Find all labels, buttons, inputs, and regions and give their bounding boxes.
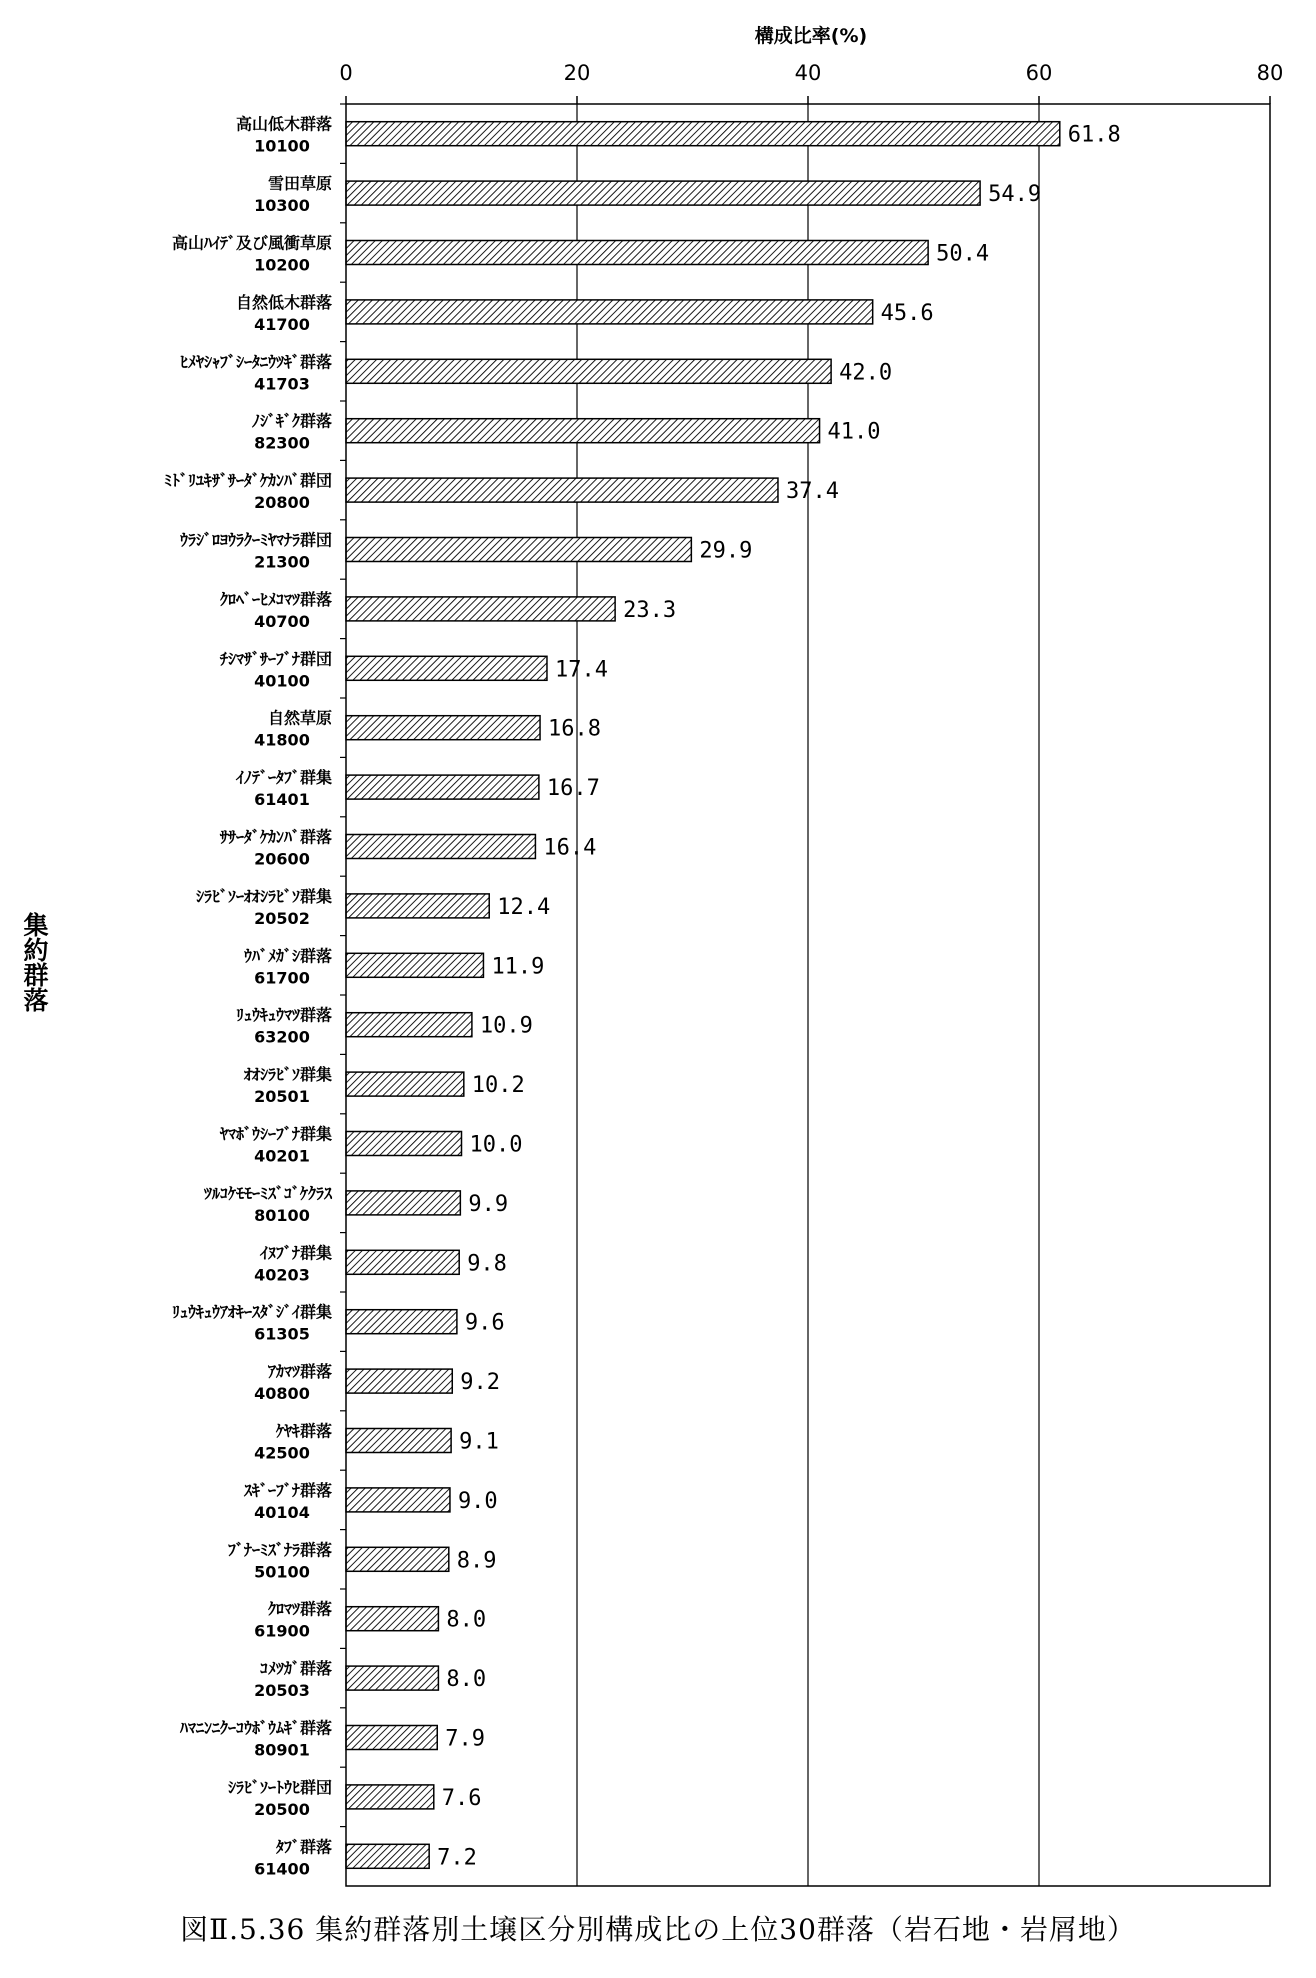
category-label: 高山低木群落 <box>235 114 332 134</box>
category-label: 自然低木群落 <box>235 292 332 312</box>
data-label: 9.2 <box>460 1370 501 1396</box>
bar <box>346 835 535 859</box>
category-label: 自然草原 <box>267 708 332 728</box>
bar <box>346 894 489 918</box>
x-tick-label: 40 <box>794 61 822 85</box>
category-label: ｼﾗﾋﾞｿｰﾄｳﾋ群団 <box>227 1777 332 1797</box>
x-tick-label: 80 <box>1256 61 1284 85</box>
x-tick-label: 60 <box>1025 61 1053 85</box>
category-label: 高山ﾊｲﾃﾞ及び風衝草原 <box>171 233 332 253</box>
category-code: 50100 <box>254 1562 310 1582</box>
data-label: 8.0 <box>446 1607 487 1633</box>
bar <box>346 656 547 680</box>
bar <box>346 716 540 740</box>
category-label: ｸﾛﾍﾞｰﾋﾒｺﾏﾂ群落 <box>219 589 332 609</box>
category-label: ｲﾇﾌﾞﾅ群集 <box>259 1243 332 1263</box>
data-label: 12.4 <box>497 894 551 920</box>
y-axis-title <box>14 912 54 1020</box>
category-label: ｵｵｼﾗﾋﾞｿ群集 <box>243 1065 332 1085</box>
category-code: 40201 <box>254 1146 310 1166</box>
category-label: ﾋﾒﾔｼｬﾌﾞｼｰﾀﾆｳﾂｷﾞ群落 <box>179 352 332 372</box>
bar <box>346 1844 429 1868</box>
data-label: 8.9 <box>456 1548 497 1574</box>
category-code: 20503 <box>254 1681 310 1701</box>
category-code: 80100 <box>254 1205 310 1225</box>
category-code: 61401 <box>254 790 310 810</box>
category-label: ｹﾔｷ群落 <box>275 1421 332 1441</box>
category-label: ｲﾉﾃﾞｰﾀﾌﾞ群集 <box>235 768 332 788</box>
data-label: 8.0 <box>446 1667 487 1693</box>
bar <box>346 359 831 383</box>
bar <box>346 1072 464 1096</box>
category-code: 40104 <box>254 1502 310 1522</box>
data-label: 9.6 <box>464 1310 505 1336</box>
category-code: 10200 <box>254 255 310 275</box>
data-label: 10.9 <box>479 1013 533 1039</box>
bar <box>346 1250 459 1274</box>
data-label: 50.4 <box>936 241 990 267</box>
category-code: 41703 <box>254 374 310 394</box>
data-label: 54.9 <box>988 182 1042 208</box>
data-label: 9.0 <box>457 1488 498 1514</box>
x-tick-label: 20 <box>563 61 591 85</box>
category-label: ﾂﾙｺｹﾓﾓｰﾐｽﾞｺﾞｹｸﾗｽ <box>203 1183 332 1203</box>
category-code: 10100 <box>254 136 310 156</box>
data-label: 16.4 <box>543 835 597 861</box>
data-label: 37.4 <box>785 479 839 505</box>
category-label: ﾔﾏﾎﾞｳｼｰﾌﾞﾅ群集 <box>219 1124 332 1144</box>
data-label: 16.7 <box>546 776 600 802</box>
bar <box>346 538 691 562</box>
category-code: 40100 <box>254 671 310 691</box>
data-label: 9.9 <box>468 1191 509 1217</box>
data-label: 17.4 <box>554 657 608 683</box>
category-label: ｸﾛﾏﾂ群落 <box>267 1599 332 1619</box>
category-code: 40800 <box>254 1384 310 1404</box>
category-code: 61305 <box>254 1324 310 1344</box>
data-label: 7.9 <box>445 1726 485 1752</box>
data-label: 7.2 <box>437 1845 477 1871</box>
bar <box>346 1013 472 1037</box>
data-label: 45.6 <box>880 300 934 326</box>
category-code: 42500 <box>254 1443 310 1463</box>
bar <box>346 1310 457 1334</box>
category-code: 10300 <box>254 196 310 216</box>
category-code: 20502 <box>254 908 310 928</box>
bar <box>346 241 928 265</box>
category-label: ﾘｭｳｷｭｳﾏﾂ群落 <box>235 1005 332 1025</box>
data-label: 7.6 <box>441 1785 482 1811</box>
category-label: ｳﾊﾞﾒｶﾞｼ群落 <box>243 946 332 966</box>
category-code: 20800 <box>254 493 310 513</box>
data-label: 23.3 <box>623 597 677 623</box>
data-label: 10.2 <box>471 1073 525 1099</box>
data-label: 11.9 <box>491 954 545 980</box>
bar <box>346 1429 451 1453</box>
category-code: 21300 <box>254 552 310 572</box>
bar <box>346 478 778 502</box>
category-code: 61700 <box>254 968 310 988</box>
category-code: 61400 <box>254 1859 310 1879</box>
data-label: 16.8 <box>548 716 602 742</box>
category-code: 20500 <box>254 1799 310 1819</box>
bar <box>346 1607 438 1631</box>
category-code: 40203 <box>254 1265 310 1285</box>
category-label: 雪田草原 <box>267 174 332 194</box>
data-label: 9.8 <box>467 1251 507 1277</box>
category-label: ｻｻｰﾀﾞｹｶﾝﾊﾞ群落 <box>219 827 332 847</box>
category-code: 41700 <box>254 314 310 334</box>
category-label: ｺﾒﾂｶﾞ群落 <box>259 1659 332 1679</box>
data-label: 29.9 <box>699 538 753 564</box>
bar <box>346 1547 449 1571</box>
bar <box>346 597 615 621</box>
figure-caption: 図Ⅱ.5.36 集約群落別土壌区分別構成比の上位30群落（岩石地・岩屑地） <box>180 1913 1136 1946</box>
category-code: 20600 <box>254 849 310 869</box>
bar <box>346 300 873 324</box>
category-code: 63200 <box>254 1027 310 1047</box>
category-label: ﾐﾄﾞﾘﾕｷｻﾞｻｰﾀﾞｹｶﾝﾊﾞ群団 <box>163 471 332 491</box>
y-axis-title-text: 集約群落 <box>20 912 49 1012</box>
bar <box>346 1132 462 1156</box>
data-label: 42.0 <box>839 360 893 386</box>
bar <box>346 1488 450 1512</box>
category-label: ﾁｼﾏｻﾞｻｰﾌﾞﾅ群団 <box>219 649 332 669</box>
bar <box>346 775 539 799</box>
bar <box>346 122 1060 146</box>
data-label: 9.1 <box>459 1429 499 1455</box>
category-code: 41800 <box>254 730 310 750</box>
category-code: 40700 <box>254 611 310 631</box>
category-label: ﾘｭｳｷｭｳｱｵｷｰｽﾀﾞｼﾞｲ群集 <box>171 1302 332 1322</box>
bar <box>346 181 980 205</box>
category-label: ｳﾗｼﾞﾛﾖｳﾗｸｰﾐﾔﾏﾅﾗ群団 <box>179 530 332 550</box>
category-label: ﾀﾌﾞ群落 <box>275 1837 332 1857</box>
x-axis-title: 構成比率(%) <box>754 25 868 47</box>
category-label: ｼﾗﾋﾞｿｰｵｵｼﾗﾋﾞｿ群集 <box>195 886 332 906</box>
category-code: 20501 <box>254 1087 310 1107</box>
data-label: 10.0 <box>469 1132 523 1158</box>
bar <box>346 953 483 977</box>
category-label: ﾉｼﾞｷﾞｸ群落 <box>251 411 332 431</box>
data-label: 61.8 <box>1067 122 1121 148</box>
data-label: 41.0 <box>827 419 881 445</box>
bar <box>346 1785 434 1809</box>
category-label: ｽｷﾞｰﾌﾞﾅ群落 <box>243 1480 332 1500</box>
category-code: 80901 <box>254 1740 310 1760</box>
bar <box>346 419 820 443</box>
bar <box>346 1191 460 1215</box>
category-label: ﾌﾞﾅｰﾐｽﾞﾅﾗ群落 <box>227 1540 332 1560</box>
category-code: 82300 <box>254 433 310 453</box>
bar <box>346 1726 437 1750</box>
bar <box>346 1666 438 1690</box>
category-label: ｱｶﾏﾂ群落 <box>267 1362 332 1382</box>
category-code: 61900 <box>254 1621 310 1641</box>
bar <box>346 1369 452 1393</box>
x-tick-label: 0 <box>339 61 353 85</box>
category-label: ﾊﾏﾆﾝﾆｸｰｺｳﾎﾞｳﾑｷﾞ群落 <box>179 1718 332 1738</box>
